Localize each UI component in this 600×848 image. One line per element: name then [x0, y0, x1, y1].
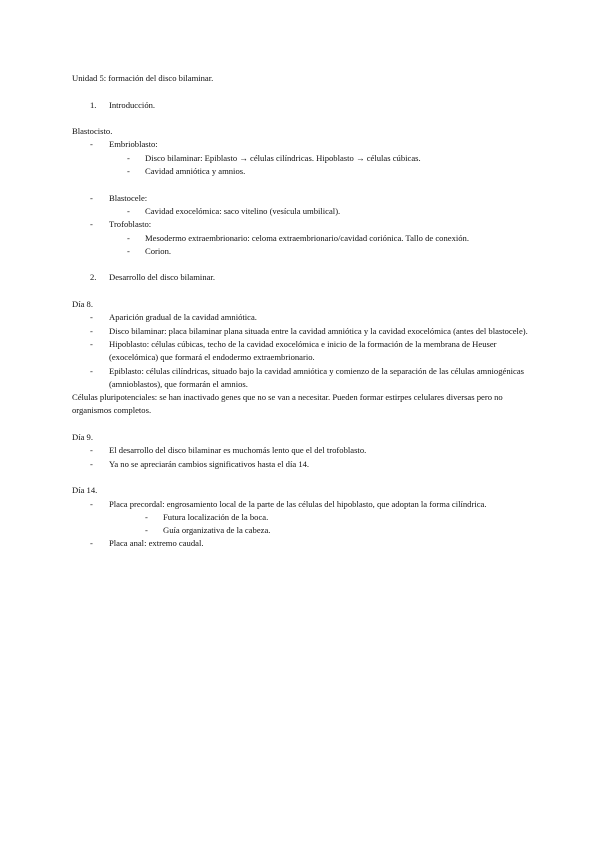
sub-list-item: - Corion.	[72, 245, 532, 258]
sub-list-item: - Futura localización de la boca.	[72, 511, 532, 524]
list-item: - Ya no se apreciarán cambios significativos hasta el día 14.	[72, 458, 532, 471]
section-2-label: Desarrollo del disco bilaminar.	[109, 272, 215, 283]
section-1-label: Introducción.	[109, 99, 156, 110]
dia8-heading: Día 8.	[72, 299, 94, 310]
bullet-dash: -	[90, 498, 93, 509]
list-item: - Hipoblasto: células cúbicas, techo de la cavidad exocelómica e inicio de la formación de la membrana de Heuser (exocelómica) que formará el endodermo extraembrionario.	[90, 338, 497, 363]
blastocisto-heading: Blastocisto.	[72, 126, 113, 137]
sub-list-item: - Disco bilaminar: Epiblasto → células cilíndricas. Hipoblasto → células cúbicas.	[72, 152, 532, 165]
bullet-dash: -	[127, 205, 130, 216]
list-item: - Placa anal: extremo caudal.	[72, 537, 532, 550]
dia14-heading: Día 14.	[72, 485, 98, 496]
sub-list-item: - Guía organizativa de la cabeza.	[72, 524, 532, 537]
list-item: - Disco bilaminar: placa bilaminar plana situada entre la cavidad amniótica y la cavidad exocelómica (antes del blastocele).	[72, 325, 532, 338]
pluripotent-note: Células pluripotenciales: se han inactivado genes que no se van a necesitar. Pueden formar estirpes celulares diversas pero no organismos completos.	[72, 392, 503, 416]
section-1	[72, 99, 532, 112]
bullet-dash: -	[127, 245, 130, 256]
bullet-dash: -	[90, 338, 93, 349]
bullet-dash: -	[90, 325, 93, 336]
bullet-dash: -	[127, 152, 130, 163]
bullet-dash: -	[90, 139, 93, 150]
list-item: - Epiblasto: células cilíndricas, situado bajo la cavidad amniótica y comienzo de la separación de las células amniogénicas (amnioblastos), que formarán el amnios.	[90, 365, 524, 389]
bullet-dash: -	[127, 232, 130, 243]
bullet-dash: -	[90, 458, 93, 469]
bullet-dash: -	[90, 365, 93, 376]
list-item: - Blastocele:	[72, 192, 532, 205]
list-item: - Trofoblasto:	[72, 218, 532, 231]
bullet-dash: -	[90, 445, 93, 456]
document-body	[72, 72, 532, 551]
bullet-dash: -	[127, 166, 130, 177]
bullet-dash: -	[90, 538, 93, 549]
bullet-dash: -	[90, 219, 93, 230]
sub-list-item: - Cavidad amniótica y amnios.	[72, 165, 532, 178]
section-2	[72, 271, 532, 284]
sub-list-item: - Cavidad exocelómica: saco vitelino (vesícula umbilical).	[72, 205, 532, 218]
list-item: - Aparición gradual de la cavidad amniótica.	[72, 311, 532, 324]
list-item: - Placa precordal: engrosamiento local de la parte de las células del hipoblasto, que adoptan la forma cilíndrica.	[72, 498, 532, 511]
list-item: - El desarrollo del disco bilaminar es muchomás lento que el del trofoblasto.	[72, 444, 532, 457]
bullet-dash: -	[145, 525, 148, 536]
dia9-heading: Día 9.	[72, 432, 94, 443]
bullet-dash: -	[90, 192, 93, 203]
sub-list-item: - Mesodermo extraembrionario: celoma extraembrionario/cavidad coriónica. Tallo de conexión.	[72, 232, 532, 245]
list-number: 2.	[90, 272, 97, 283]
list-number: 1.	[90, 99, 97, 110]
bullet-dash: -	[145, 511, 148, 522]
list-item: - Embrioblasto:	[72, 138, 532, 151]
bullet-dash: -	[90, 312, 93, 323]
document-title: Unidad 5: formación del disco bilaminar.	[72, 73, 214, 83]
